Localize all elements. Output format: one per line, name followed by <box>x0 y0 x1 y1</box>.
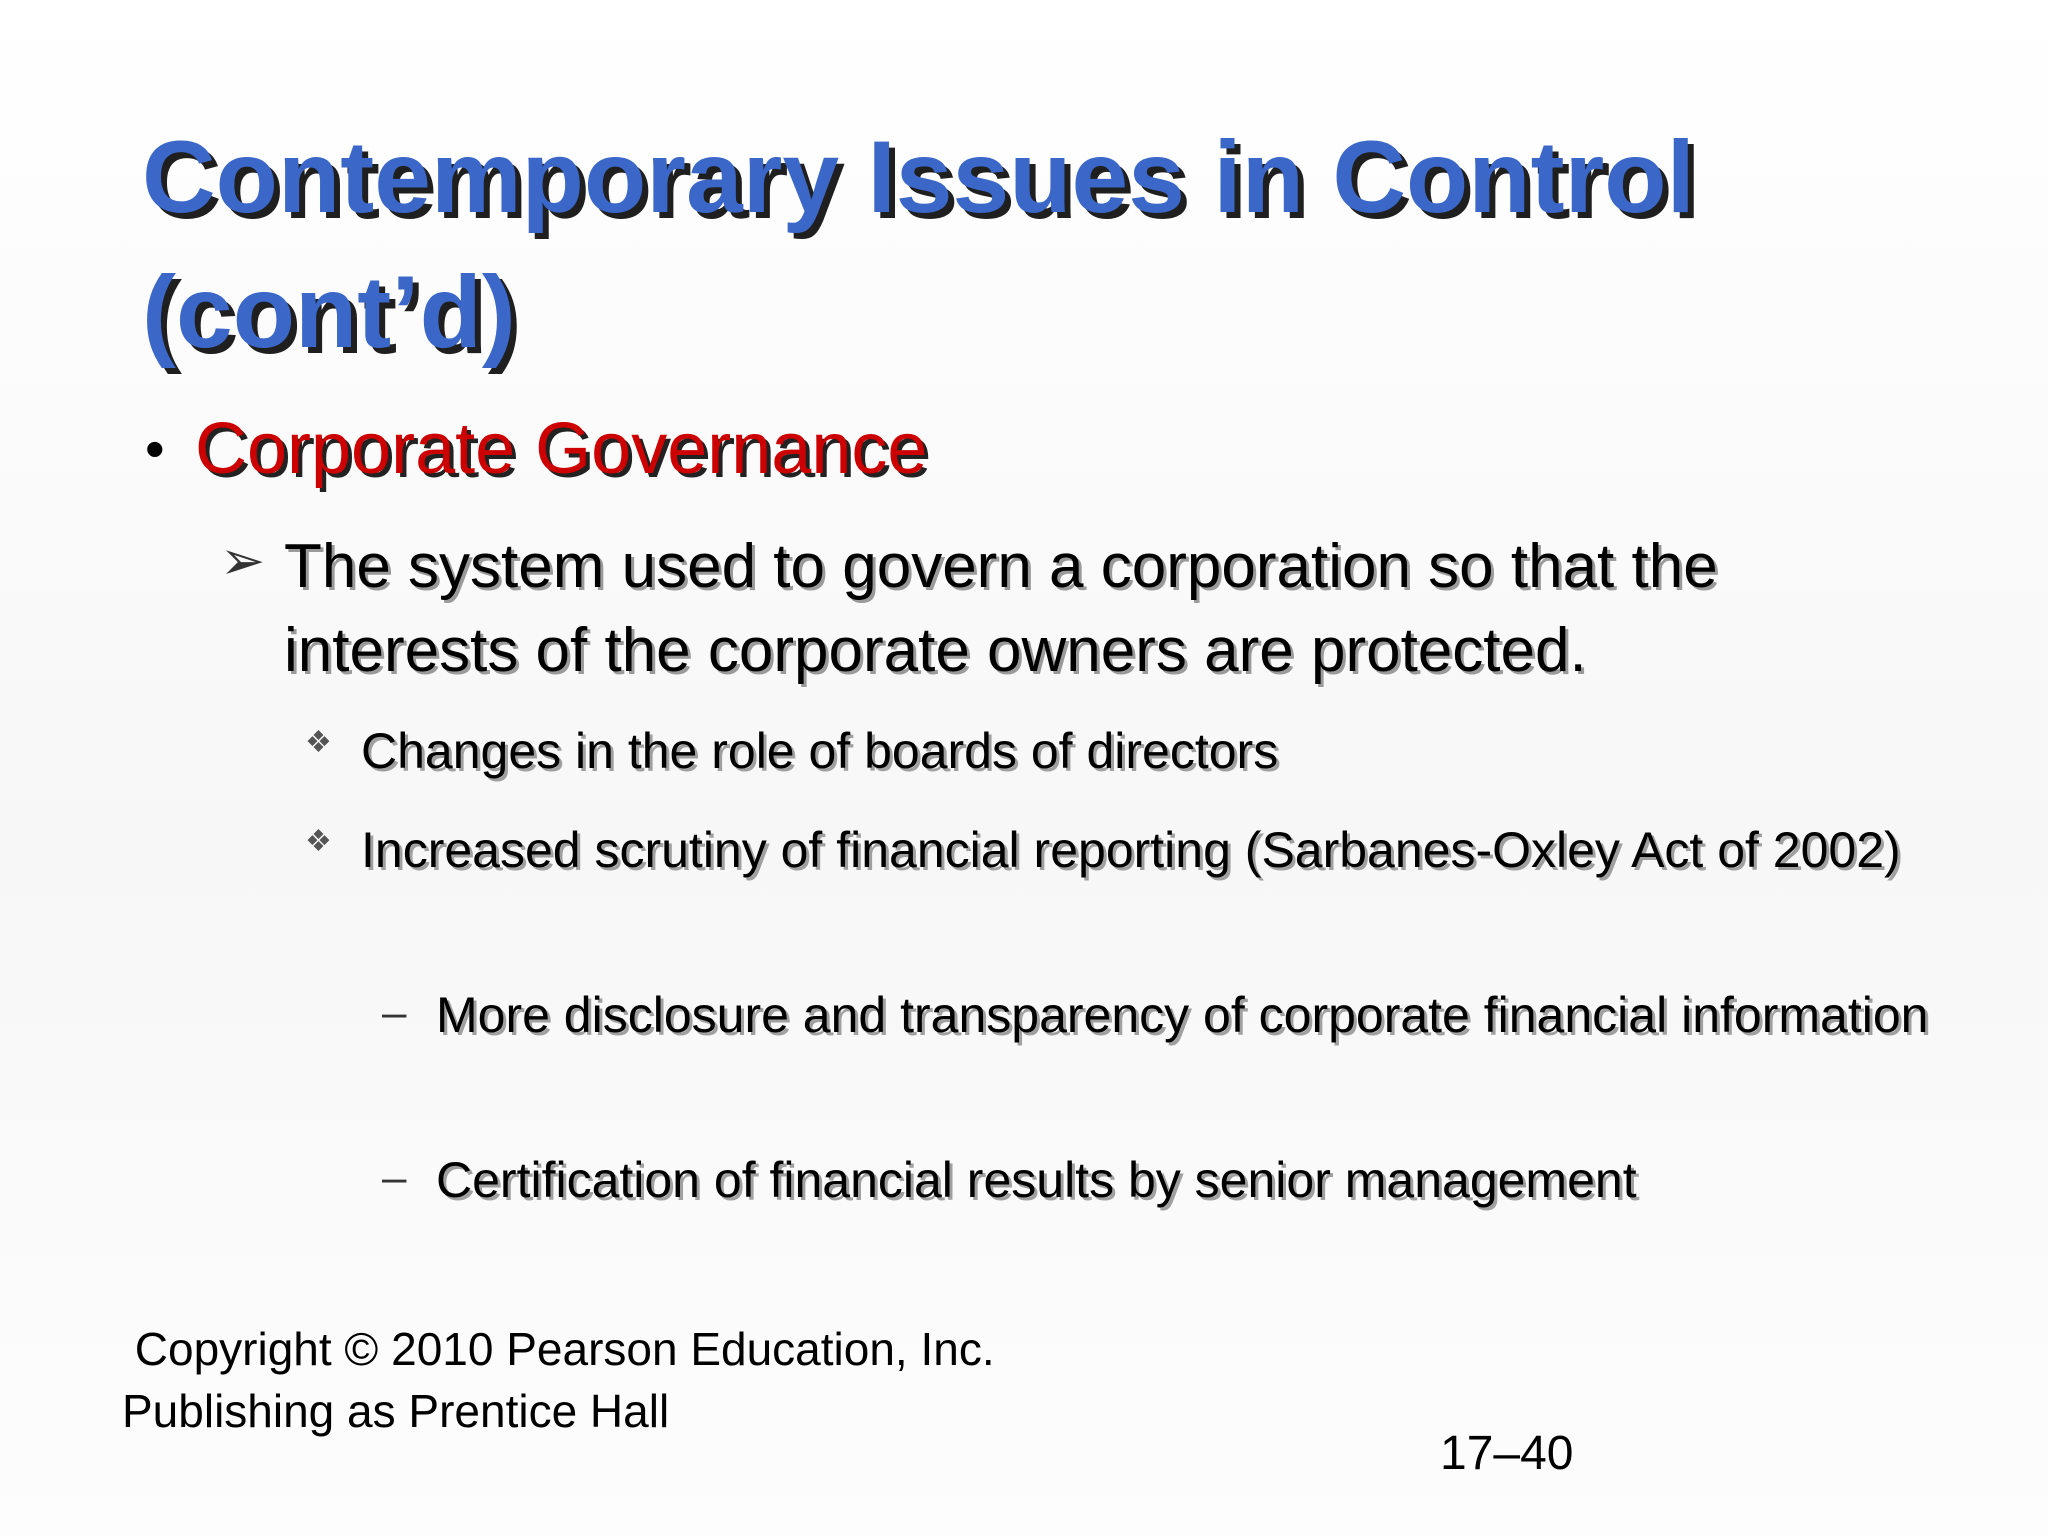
bullet-level1-text: Corporate Governance <box>195 409 928 489</box>
bullet-level2-text: The system used to govern a corporation so that the interests of the corporate owners are protected. <box>284 532 1718 685</box>
bullet-dot-icon: • <box>145 417 165 480</box>
copyright-line: Copyright © 2010 Pearson Education, Inc. <box>122 1323 995 1375</box>
copyright-footer <box>122 1318 995 1442</box>
bullet-level4-item <box>382 1145 1942 1215</box>
diamond-bullet-icon: ❖ <box>305 825 332 858</box>
bullet-level3-item <box>305 716 1945 786</box>
slide-number: 17–40 <box>1440 1427 1574 1480</box>
arrow-bullet-icon: ➢ <box>220 531 266 591</box>
bullet-level3-text: Increased scrutiny of financial reporting (Sarbanes-Oxley Act of 2002) <box>361 822 1901 878</box>
diamond-bullet-icon: ❖ <box>305 726 332 759</box>
bullet-level1 <box>145 405 1945 493</box>
bullet-level4-item <box>382 980 1942 1050</box>
dash-bullet-icon: – <box>382 988 407 1037</box>
bullet-level2 <box>220 525 1920 693</box>
bullet-level4-text: More disclosure and transparency of corporate financial information <box>436 987 1929 1043</box>
slide-title: Contemporary Issues in Control (cont’d) <box>142 120 1695 369</box>
bullet-level4-text: Certification of financial results by senior management <box>436 1152 1637 1208</box>
bullet-level3-item <box>305 815 1945 885</box>
dash-bullet-icon: – <box>382 1153 407 1202</box>
bullet-level3-text: Changes in the role of boards of directors <box>361 723 1279 779</box>
publisher-line: Publishing as Prentice Hall <box>122 1385 670 1437</box>
